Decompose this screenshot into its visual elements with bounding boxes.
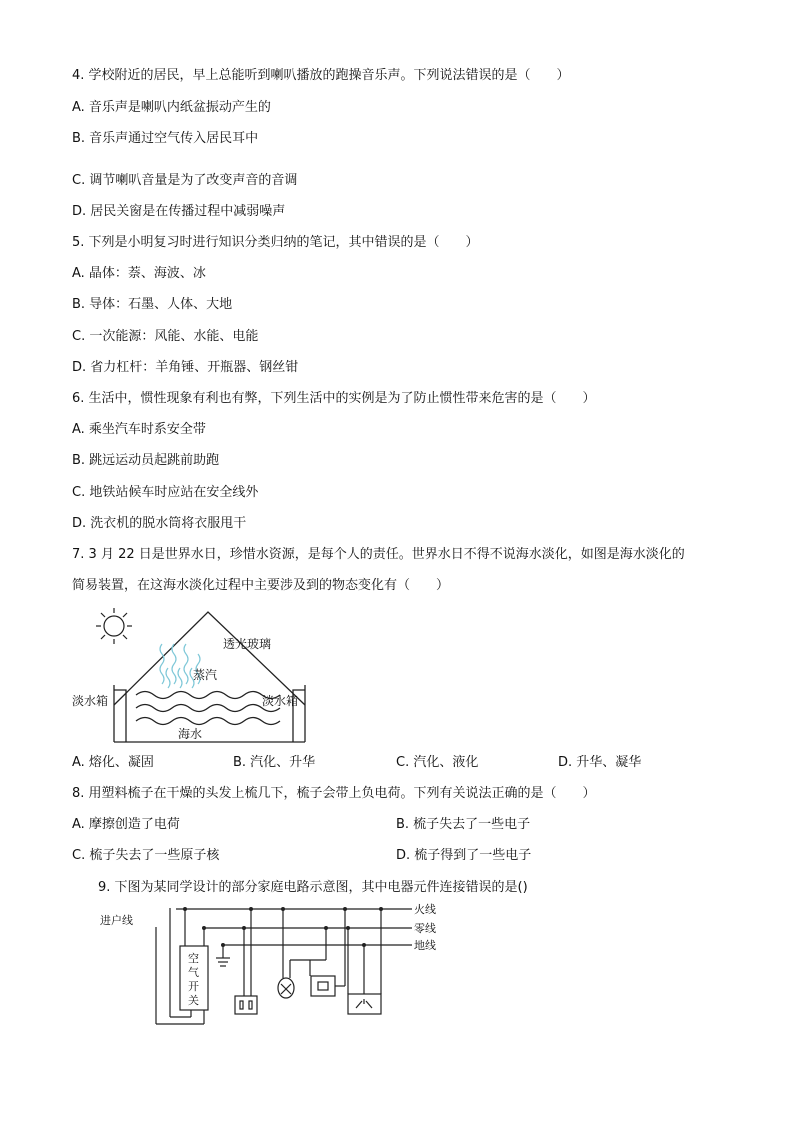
two-pin-outlet [235, 996, 257, 1014]
q5-option-a: A. 晶体：萘、海波、冰 [72, 266, 206, 281]
sea-label: 海水 [178, 727, 203, 741]
vapor-label: 蒸汽 [193, 668, 218, 682]
sun-icon [96, 608, 132, 644]
glass-roof [114, 612, 305, 705]
circuit-figure [96, 900, 446, 1030]
sea-waves [136, 692, 280, 725]
q7-option-a: A. 熔化、凝固 [72, 755, 154, 770]
q8-option-c: C. 梳子失去了一些原子核 [72, 848, 220, 863]
neutral-wire-label: 零线 [414, 922, 436, 935]
wall-switch [311, 976, 335, 996]
breaker-label-char-2: 气 [188, 966, 199, 979]
live-wire-label: 火线 [414, 903, 436, 916]
q7-option-b: B. 汽化、升华 [233, 755, 316, 770]
q4-option-b: B. 音乐声通过空气传入居民耳中 [72, 131, 259, 146]
q7-option-d: D. 升华、凝华 [558, 755, 642, 770]
q8-option-d: D. 梳子得到了一些电子 [396, 848, 532, 863]
q4-option-a: A. 音乐声是喇叭内纸盆振动产生的 [72, 100, 271, 115]
q4-stem: 4. 学校附近的居民，早上总能听到喇叭播放的跑操音乐声。下列说法错误的是（ ） [72, 68, 570, 83]
q4-option-c: C. 调节喇叭音量是为了改变声音的音调 [72, 173, 298, 188]
q6-option-b: B. 跳远运动员起跳前助跑 [72, 453, 220, 468]
breaker-label-char-1: 空 [188, 952, 199, 965]
right-box-label: 淡水箱 [262, 694, 299, 708]
q6-option-a: A. 乘坐汽车时系安全带 [72, 422, 206, 437]
entry-line-label: 进户线 [100, 914, 133, 927]
q7-stem-line2: 简易装置，在这海水淡化过程中主要涉及到的物态变化有（ ） [72, 578, 450, 593]
q5-stem: 5. 下列是小明复习时进行知识分类归纳的笔记，其中错误的是（ ） [72, 235, 479, 250]
desalination-figure [66, 602, 316, 748]
breaker-label-char-3: 开 [188, 980, 199, 993]
breaker-label-char-4: 关 [188, 994, 199, 1007]
q5-option-c: C. 一次能源：风能、水能、电能 [72, 329, 259, 344]
q8-option-b: B. 梳子失去了一些电子 [396, 817, 531, 832]
light-bulb-icon [278, 978, 294, 998]
q4-option-d: D. 居民关窗是在传播过程中减弱噪声 [72, 204, 286, 219]
q8-option-a: A. 摩擦创造了电荷 [72, 817, 180, 832]
q7-option-c: C. 汽化、液化 [396, 755, 479, 770]
q6-stem: 6. 生活中，惯性现象有利也有弊，下列生活中的实例是为了防止惯性带来危害的是（ ） [72, 391, 596, 406]
glass-label: 透光玻璃 [223, 637, 272, 651]
q6-option-d: D. 洗衣机的脱水筒将衣服甩干 [72, 516, 247, 531]
left-freshwater-box [114, 690, 126, 742]
q9-stem: 9. 下图为某同学设计的部分家庭电路示意图，其中电器元件连接错误的是() [98, 880, 528, 895]
q7-stem-line1: 7. 3 月 22 日是世界水日，珍惜水资源，是每个人的责任。世界水日不得不说海水淡化，如图是海水淡化的 [72, 547, 685, 562]
q5-option-d: D. 省力杠杆：羊角锤、开瓶器、钢丝钳 [72, 360, 299, 375]
left-box-label: 淡水箱 [72, 694, 109, 708]
ground-wire-label: 地线 [414, 939, 436, 952]
q5-option-b: B. 导体：石墨、人体、大地 [72, 297, 233, 312]
q8-stem: 8. 用塑料梳子在干燥的头发上梳几下，梳子会带上负电荷。下列有关说法正确的是（ ） [72, 786, 596, 801]
q6-option-c: C. 地铁站候车时应站在安全线外 [72, 485, 259, 500]
